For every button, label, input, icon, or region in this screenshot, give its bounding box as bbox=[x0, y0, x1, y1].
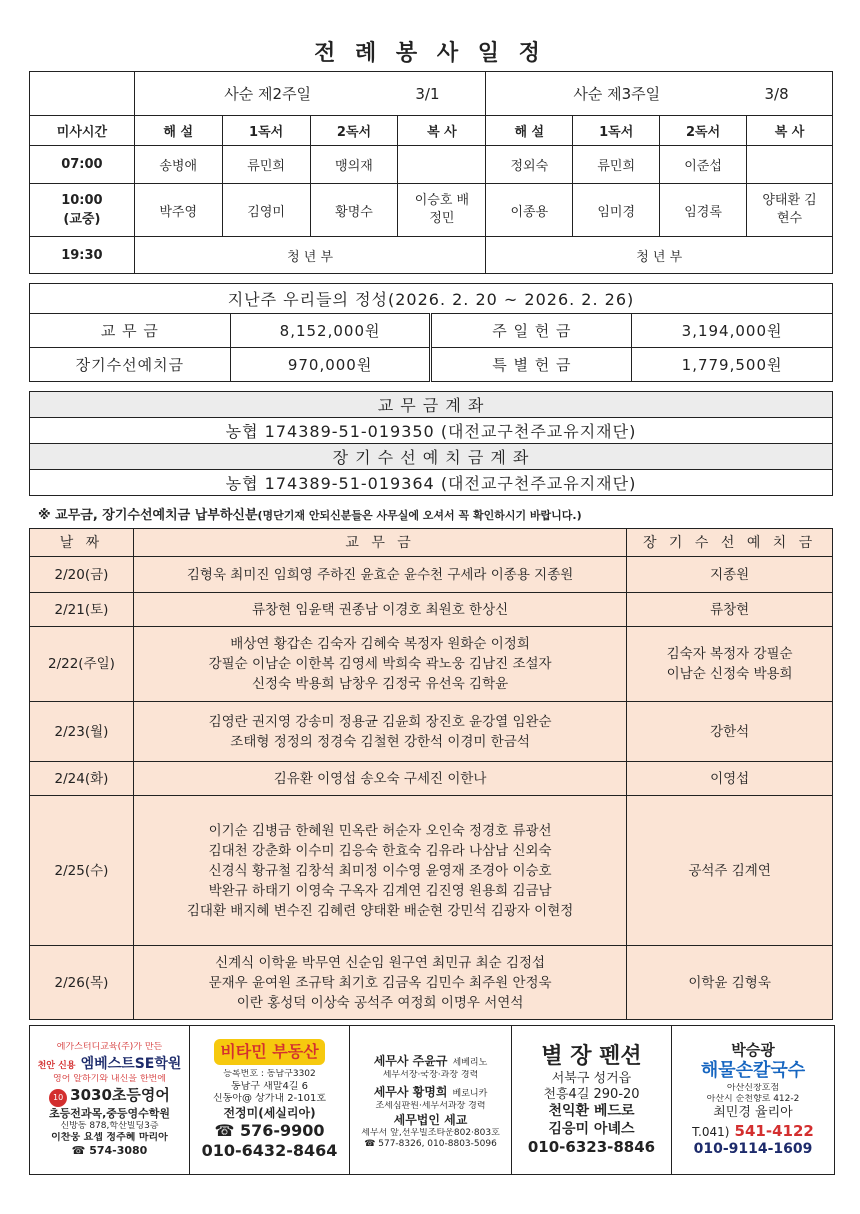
assignee bbox=[398, 146, 486, 184]
schedule-role-row bbox=[30, 116, 833, 146]
donor-kyomu bbox=[133, 702, 626, 762]
week1-name: 사순 제2주일 bbox=[224, 85, 312, 103]
name-line: 박완규 하태기 이영숙 구옥자 김계연 김진영 원용희 김금남 bbox=[208, 882, 552, 899]
donor-date: 2/21(토) bbox=[30, 593, 134, 627]
week1-header bbox=[134, 72, 486, 116]
mass-time bbox=[30, 184, 135, 237]
donor-kyomu bbox=[133, 762, 626, 796]
week2-date: 3/8 bbox=[764, 85, 789, 103]
mass-time-sub: (교중) bbox=[63, 212, 101, 227]
donor-row bbox=[30, 593, 833, 627]
offering-title: 지난주 우리들의 정성(2026. 2. 20 ~ 2026. 2. 26) bbox=[30, 284, 833, 314]
mass-time-main: 10:00 bbox=[61, 193, 103, 208]
assignee: 박주영 bbox=[134, 184, 222, 237]
donor-repair bbox=[627, 796, 833, 946]
assignee bbox=[747, 146, 833, 184]
donor-date: 2/24(화) bbox=[30, 762, 134, 796]
name-line: 신계식 이학윤 박무연 신순임 원구연 최민규 최순 김정섭 bbox=[215, 954, 546, 971]
name-line: 강필순 이남순 이한복 김영세 박희숙 곽노웅 김남진 조설자 bbox=[208, 656, 552, 672]
week2-name: 사순 제3주일 bbox=[573, 85, 661, 103]
ad-noodle-brand: 해물손칼국수 bbox=[700, 1060, 806, 1081]
ad-pension-brand: 별 장 펜션 bbox=[541, 1044, 642, 1070]
donor-repair bbox=[627, 557, 833, 593]
name-line: 이란 홍성덕 이상숙 공석주 여정희 이명우 서연석 bbox=[236, 994, 524, 1011]
ad-noodle-tel: 541-4122 bbox=[734, 1122, 814, 1141]
mass-time: 19:30 bbox=[30, 237, 135, 274]
ad-noodle-addr: 아산시 순천향로 412-2 bbox=[706, 1093, 800, 1104]
name-line: 신경식 황규철 김창석 최미정 이수영 윤영재 조경아 이승호 bbox=[208, 862, 552, 879]
offering-label: 특 별 헌 금 bbox=[431, 348, 632, 382]
ad-academy-brand-prefix: 천안 신용 bbox=[37, 1061, 76, 1072]
schedule-row-1930 bbox=[30, 237, 833, 274]
donor-row bbox=[30, 627, 833, 702]
ad-academy-badge: 10 bbox=[49, 1089, 67, 1107]
ad-academy-addr: 신방동 878,학산빌딩3층 bbox=[60, 1120, 159, 1131]
donor-row bbox=[30, 796, 833, 946]
ad-noodle-tel-label: T.041) bbox=[692, 1125, 730, 1140]
ad-pension-phone: 010-6323-8846 bbox=[527, 1138, 656, 1157]
ad-academy-sub: 영어 알하기와 내신을 한번에 bbox=[53, 1073, 166, 1084]
ad-academy-brand2-line bbox=[32, 1085, 187, 1107]
ad-realestate bbox=[190, 1026, 350, 1174]
donor-note bbox=[38, 504, 582, 523]
role-commentator: 해 설 bbox=[134, 116, 222, 146]
ad-academy bbox=[30, 1026, 190, 1174]
ad-academy-phone: ☎ 574-3080 bbox=[71, 1144, 148, 1158]
account-title: 교 무 금 계 좌 bbox=[30, 392, 833, 418]
liturgy-schedule-table bbox=[29, 71, 833, 274]
schedule-week-row bbox=[30, 72, 833, 116]
mass-time-label: 미사시간 bbox=[30, 116, 135, 146]
ad-realestate-brand: 비타민 부동산 bbox=[214, 1039, 324, 1065]
donor-note-small: (명단기재 안되신분들은 사무실에 오셔서 꼭 확인하시기 바랍니다.) bbox=[257, 509, 582, 522]
account-title: 장 기 수 선 예 치 금 계 좌 bbox=[30, 444, 833, 470]
mass-time: 07:00 bbox=[30, 146, 135, 184]
page-title: 전 례 봉 사 일 정 bbox=[314, 41, 546, 66]
assignee: 이종용 bbox=[486, 184, 573, 237]
donor-row bbox=[30, 702, 833, 762]
ad-realestate-reg: 등록번호 : 동남구3302 bbox=[223, 1069, 316, 1080]
schedule-row-0700 bbox=[30, 146, 833, 184]
ad-tax-phone: ☎ 577-8326, 010-8803-5096 bbox=[364, 1138, 497, 1149]
name-line: 김형욱 최미진 임희영 주하진 윤효순 윤수천 구세라 이종용 지종원 bbox=[186, 566, 574, 583]
ad-academy-courses: 초등전과목,중등영수학원 bbox=[48, 1106, 171, 1120]
offering-row bbox=[30, 348, 833, 382]
role-server: 복 사 bbox=[747, 116, 833, 146]
donor-date: 2/25(수) bbox=[30, 796, 134, 946]
ad-tax-name2-line bbox=[352, 1081, 509, 1101]
donor-kyomu bbox=[133, 627, 626, 702]
ad-noodle-name: 박승광 bbox=[731, 1041, 775, 1060]
donor-row bbox=[30, 762, 833, 796]
ad-realestate-addr2: 신동아@ 상가내 2-101호 bbox=[212, 1093, 327, 1105]
corner-cell bbox=[30, 72, 135, 116]
name-line: 김대환 배지혜 변수진 김혜련 양태환 배순현 강민석 김광자 이현정 bbox=[186, 902, 574, 919]
name-line: 신정숙 박용희 남창우 김정국 유선욱 김학윤 bbox=[251, 676, 509, 692]
role-reading2: 2독서 bbox=[310, 116, 398, 146]
assignee: 양태환 김현수 bbox=[747, 184, 833, 237]
assignee: 황명수 bbox=[310, 184, 398, 237]
col-kyomu: 교 무 금 bbox=[133, 529, 626, 557]
donor-date: 2/20(금) bbox=[30, 557, 134, 593]
offering-label: 주 일 헌 금 bbox=[431, 314, 632, 348]
donor-kyomu bbox=[133, 796, 626, 946]
ad-realestate-phone2: 010-6432-8464 bbox=[201, 1140, 338, 1160]
assignee: 정외숙 bbox=[486, 146, 573, 184]
ad-academy-staff: 이찬웅 요셉 정주혜 마리아 bbox=[51, 1131, 168, 1143]
ad-tax-name2: 세무사 황명희 bbox=[373, 1085, 448, 1100]
donor-repair bbox=[627, 702, 833, 762]
name-line: 공석주 김계연 bbox=[688, 862, 771, 879]
ad-pension-loc: 서북구 성거읍 bbox=[551, 1070, 632, 1086]
week2-header bbox=[486, 72, 833, 116]
offering-table bbox=[29, 283, 833, 382]
ad-realestate-brand-wrap bbox=[192, 1039, 347, 1069]
ad-tax-career1: 세무서장·국장·과장 경력 bbox=[382, 1070, 479, 1080]
assignee: 임경록 bbox=[660, 184, 747, 237]
ad-tax-name1: 세무사 주윤규 bbox=[373, 1054, 448, 1068]
week1-date: 3/1 bbox=[415, 85, 440, 103]
ad-noodle-tel-line bbox=[674, 1121, 832, 1141]
assignee: 송병애 bbox=[134, 146, 222, 184]
name-line: 이학윤 김형욱 bbox=[688, 974, 771, 991]
donor-row bbox=[30, 557, 833, 593]
account-number: 농협 174389-51-019350 (대전교구천주교유지재단) bbox=[30, 418, 833, 444]
offering-value: 3,194,000원 bbox=[632, 314, 833, 348]
name-line: 이남순 신정숙 박용희 bbox=[666, 666, 793, 682]
donor-header-row bbox=[30, 529, 833, 557]
donor-kyomu bbox=[133, 946, 626, 1020]
offering-value: 1,779,500원 bbox=[632, 348, 833, 382]
ad-tax bbox=[350, 1026, 512, 1174]
name-line: 지종원 bbox=[710, 566, 750, 583]
ad-tax-addr: 세무서 앞,선우빌조타운802·803호 bbox=[361, 1127, 500, 1138]
ad-tax-saint1: 세베리노 bbox=[452, 1058, 488, 1068]
donor-repair bbox=[627, 762, 833, 796]
ad-tax-name1-line bbox=[352, 1050, 509, 1070]
name-line: 문재우 윤여원 조규탁 최기호 김금옥 김민수 최주원 안정욱 bbox=[208, 974, 552, 991]
offering-label: 장기수선예치금 bbox=[30, 348, 231, 382]
col-date: 날 짜 bbox=[30, 529, 134, 557]
col-repair: 장 기 수 선 예 치 금 bbox=[627, 529, 833, 557]
offering-value: 970,000원 bbox=[230, 348, 431, 382]
name-line: 이영섭 bbox=[710, 770, 750, 787]
ad-realestate-addr1: 동남구 새말4길 6 bbox=[230, 1080, 309, 1092]
offering-value: 8,152,000원 bbox=[230, 314, 431, 348]
name-line: 배상연 황갑손 김숙자 김혜숙 복정자 원화순 이정희 bbox=[230, 636, 530, 652]
ad-pension-owner2: 김응미 아녜스 bbox=[548, 1120, 635, 1137]
ad-banner-strip bbox=[29, 1025, 835, 1175]
youth-group: 청 년 부 bbox=[134, 237, 486, 274]
donor-note-main: ※ 교무금, 장기수선예치금 납부하신분 bbox=[38, 508, 258, 523]
ad-noodle-phone: 010-9114-1609 bbox=[693, 1141, 813, 1158]
name-line: 김숙자 복정자 강필순 bbox=[666, 646, 793, 662]
role-reading1: 1독서 bbox=[573, 116, 660, 146]
donor-repair bbox=[627, 627, 833, 702]
ad-noodle-branch: 아산신창호점 bbox=[726, 1082, 780, 1093]
schedule-row-1000 bbox=[30, 184, 833, 237]
accounts-table bbox=[29, 391, 833, 496]
name-line: 이기순 김병금 한혜원 민옥란 허순자 오인숙 정경호 류광선 bbox=[208, 822, 552, 839]
ad-tax-saint2: 베로니카 bbox=[452, 1089, 488, 1100]
ad-noodle-owner: 최민경 율리아 bbox=[713, 1105, 793, 1120]
donor-date: 2/23(월) bbox=[30, 702, 134, 762]
donor-date: 2/26(목) bbox=[30, 946, 134, 1020]
assignee: 류민희 bbox=[573, 146, 660, 184]
donor-date: 2/22(주일) bbox=[30, 627, 134, 702]
ad-tax-career2: 조세심판원·세무서과장 경력 bbox=[375, 1101, 486, 1112]
youth-group: 청 년 부 bbox=[486, 237, 833, 274]
assignee: 류민희 bbox=[222, 146, 310, 184]
ad-pension-addr: 천흥4길 290-20 bbox=[543, 1086, 640, 1102]
role-reading1: 1독서 bbox=[222, 116, 310, 146]
ad-academy-brand: 엠베스트SE학원 bbox=[80, 1056, 182, 1073]
name-line: 김대천 강춘화 이수미 김응숙 한효숙 김유라 나삼남 신외숙 bbox=[208, 842, 552, 859]
account-number: 농협 174389-51-019364 (대전교구천주교유지재단) bbox=[30, 470, 833, 496]
name-line: 김영란 권지영 강송미 정용균 김윤희 장진호 윤강열 임완순 bbox=[208, 713, 552, 730]
ad-academy-top: 에가스터디교육(주)가 만든 bbox=[56, 1041, 163, 1052]
offering-row bbox=[30, 314, 833, 348]
ad-academy-brand2: 3030초등영어 bbox=[70, 1085, 170, 1104]
donor-repair bbox=[627, 593, 833, 627]
ad-noodle bbox=[672, 1026, 834, 1174]
assignee: 이승호 배정민 bbox=[398, 184, 486, 237]
donor-table bbox=[29, 528, 833, 1020]
name-line: 김유환 이영섭 송오숙 구세진 이한나 bbox=[273, 770, 487, 787]
name-line: 류창현 bbox=[710, 601, 750, 618]
donor-row bbox=[30, 946, 833, 1020]
ad-tax-firm: 세무법인 세교 bbox=[393, 1112, 468, 1127]
offering-label: 교 무 금 bbox=[30, 314, 231, 348]
name-line: 류창현 임윤택 권종남 이경호 최원호 한상신 bbox=[251, 601, 509, 618]
ad-realestate-owner: 전정미(세실리아) bbox=[223, 1105, 316, 1120]
assignee: 이준섭 bbox=[660, 146, 747, 184]
ad-pension-owner1: 천익환 베드로 bbox=[548, 1103, 635, 1120]
ad-pension bbox=[512, 1026, 672, 1174]
name-line: 조태형 정정의 정경숙 김철현 강한석 이경미 한금석 bbox=[230, 733, 530, 750]
assignee: 맹의재 bbox=[310, 146, 398, 184]
donor-kyomu bbox=[133, 557, 626, 593]
ad-realestate-phone1: ☎ 576-9900 bbox=[214, 1120, 325, 1140]
role-server: 복 사 bbox=[398, 116, 486, 146]
name-line: 강한석 bbox=[710, 723, 750, 740]
role-commentator: 해 설 bbox=[486, 116, 573, 146]
assignee: 임미경 bbox=[573, 184, 660, 237]
ad-academy-brand-line bbox=[32, 1053, 187, 1074]
donor-kyomu bbox=[133, 593, 626, 627]
donor-repair bbox=[627, 946, 833, 1020]
role-reading2: 2독서 bbox=[660, 116, 747, 146]
assignee: 김영미 bbox=[222, 184, 310, 237]
